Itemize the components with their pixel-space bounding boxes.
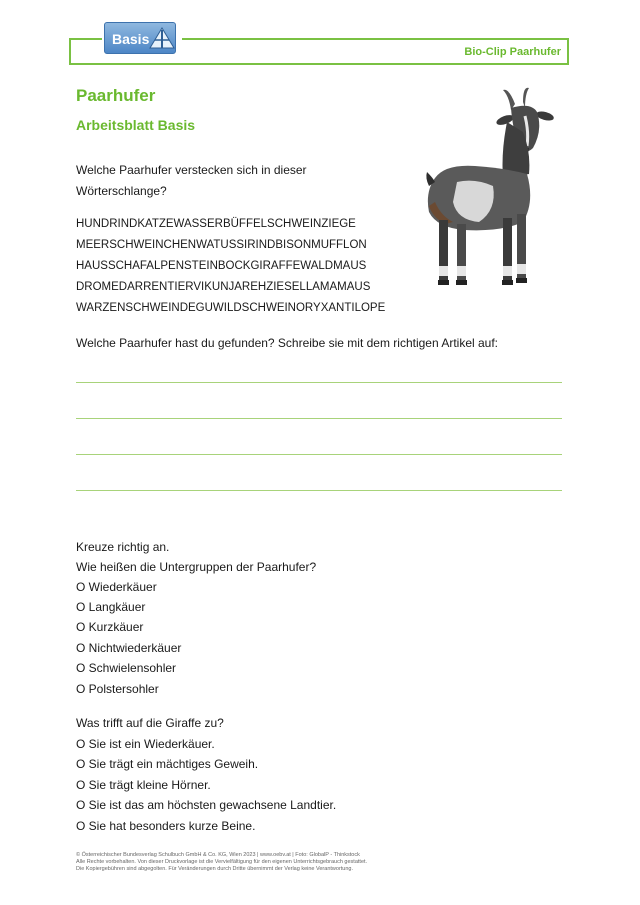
header-title: Bio-Clip Paarhufer bbox=[464, 46, 561, 58]
word-snake-line: MEERSCHWEINCHENWATUSSIRINDBISONMUFFLON bbox=[76, 239, 367, 251]
goat-image bbox=[405, 82, 565, 302]
checkbox-option[interactable]: O Langkäuer bbox=[76, 600, 146, 614]
logo-text: Basis bbox=[112, 31, 150, 47]
footer-line: Die Kopiergebühren sind abgegolten. Für Veränderungen durch Dritte übernimmt der Verlag keine Verantwortung. bbox=[76, 866, 354, 872]
checkbox-option[interactable]: O Sie trägt ein mächtiges Geweih. bbox=[76, 757, 259, 771]
answer-line[interactable] bbox=[76, 382, 562, 383]
checkbox-option[interactable]: O Schwielensohler bbox=[76, 661, 177, 675]
checkbox-option[interactable]: O Sie ist ein Wiederkäuer. bbox=[76, 737, 215, 751]
checkbox-option[interactable]: O Sie ist das am höchsten gewachsene Landtier. bbox=[76, 798, 337, 812]
task1-question-line2: Wörterschlange? bbox=[76, 184, 167, 198]
page-title: Paarhufer bbox=[76, 86, 156, 105]
word-snake-line: DROMEDARRENTIERVIKUNJAREHZIESELLAMAMAUS bbox=[76, 281, 371, 293]
basis-logo bbox=[102, 22, 182, 56]
word-snake-line: WARZENSCHWEINDEGUWILDSCHWEINORYXANTILOPE bbox=[76, 302, 386, 314]
copyright-footer bbox=[76, 852, 367, 873]
checkbox-option[interactable]: O Wiederkäuer bbox=[76, 580, 157, 594]
task1-question-line1: Welche Paarhufer verstecken sich in dieser bbox=[76, 163, 307, 177]
checkbox-option[interactable]: O Sie trägt kleine Hörner. bbox=[76, 778, 211, 792]
footer-line: Alle Rechte vorbehalten. Von dieser Druckvorlage ist die Vervielfältigung für den eigenen Unterrichtsgebrauch gestattet. bbox=[76, 859, 368, 865]
logo-badge bbox=[104, 22, 176, 54]
task3-question: Wie heißen die Untergruppen der Paarhufer? bbox=[76, 560, 317, 574]
answer-line[interactable] bbox=[76, 490, 562, 491]
task2-instruction: Welche Paarhufer hast du gefunden? Schreibe sie mit dem richtigen Artikel auf: bbox=[76, 336, 499, 350]
word-snake-line: HAUSSCHAFALPENSTEINBOCKGIRAFFEWALDMAUS bbox=[76, 260, 367, 272]
task4-question: Was trifft auf die Giraffe zu? bbox=[76, 716, 224, 730]
checkbox-option[interactable]: O Nichtwiederkäuer bbox=[76, 641, 182, 655]
triangle-ruler-icon bbox=[149, 26, 175, 50]
checkbox-option[interactable]: O Sie hat besonders kurze Beine. bbox=[76, 819, 256, 833]
page-subtitle: Arbeitsblatt Basis bbox=[76, 117, 196, 133]
checkbox-option[interactable]: O Kurzkäuer bbox=[76, 620, 144, 634]
checkbox-option[interactable]: O Polstersohler bbox=[76, 682, 159, 696]
word-snake-line: HUNDRINDKATZEWASSERBÜFFELSCHWEINZIEGE bbox=[76, 218, 356, 230]
answer-line[interactable] bbox=[76, 454, 562, 455]
answer-line[interactable] bbox=[76, 418, 562, 419]
task3-instruction: Kreuze richtig an. bbox=[76, 540, 170, 554]
footer-line: © Österreichischer Bundesverlag Schulbuch GmbH & Co. KG, Wien 2023 | www.oebv.at | Foto: GlobalP - Thinkstock bbox=[76, 852, 360, 858]
